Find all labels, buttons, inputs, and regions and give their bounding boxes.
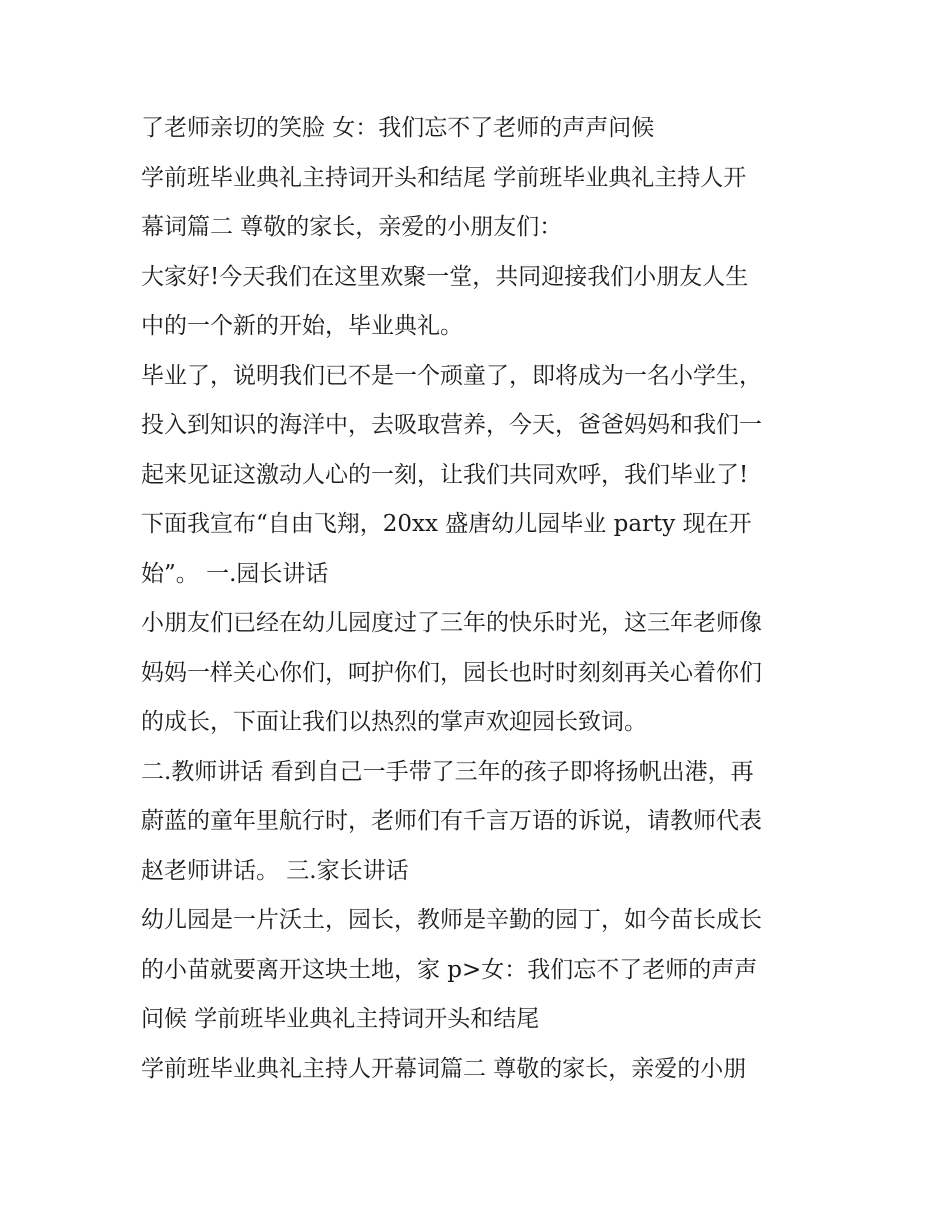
text-line: 大家好!今天我们在这里欢聚一堂，共同迎接我们小朋友人生: [141, 263, 749, 290]
text-line: 小朋友们已经在幼儿园度过了三年的快乐时光，这三年老师像: [141, 610, 762, 636]
text-line: 二.教师讲话 看到自己一手带了三年的孩子即将扬帆出港，再: [141, 758, 754, 785]
document-body: [141, 104, 841, 1094]
text-line: 投入到知识的海洋中，去吸取营养，今天，爸爸妈妈和我们一: [141, 412, 762, 438]
text-line: 赵老师讲话。 三.家长讲话: [141, 857, 409, 884]
text-line: 始”。 一.园长讲话: [141, 560, 329, 587]
text-line: 学前班毕业典礼主持词开头和结尾 学前班毕业典礼主持人开: [141, 164, 747, 191]
text-line: 了老师亲切的笑脸 女：我们忘不了老师的声声问候: [141, 115, 655, 141]
text-line: 妈妈一样关心你们，呵护你们，园长也时时刻刻再关心着你们: [141, 659, 762, 686]
text-line: 下面我宣布“自由飞翔，20xx 盛唐幼儿园毕业 party 现在开: [141, 511, 752, 537]
text-line: 的小苗就要离开这块土地，家 p>女：我们忘不了老师的声声: [141, 956, 758, 983]
text-line: 蔚蓝的童年里航行时，老师们有千言万语的诉说，请教师代表: [141, 808, 762, 834]
text-line: 幼儿园是一片沃土，园长，教师是辛勤的园丁，如今苗长成长: [141, 907, 762, 933]
text-line: 中的一个新的开始，毕业典礼。: [141, 313, 463, 339]
text-line: 毕业了，说明我们已不是一个顽童了，即将成为一名小学生，: [141, 362, 762, 389]
text-line: 幕词篇二 尊敬的家长，亲爱的小朋友们：: [141, 214, 563, 240]
text-line: 问候 学前班毕业典礼主持词开头和结尾: [141, 1006, 540, 1032]
text-line: 学前班毕业典礼主持人开幕词篇二 尊敬的家长，亲爱的小朋: [141, 1055, 747, 1082]
text-line: 起来见证这激动人心的一刻，让我们共同欢呼，我们毕业了!: [141, 461, 749, 488]
text-line: 的成长，下面让我们以热烈的掌声欢迎园长致词。: [141, 709, 647, 735]
